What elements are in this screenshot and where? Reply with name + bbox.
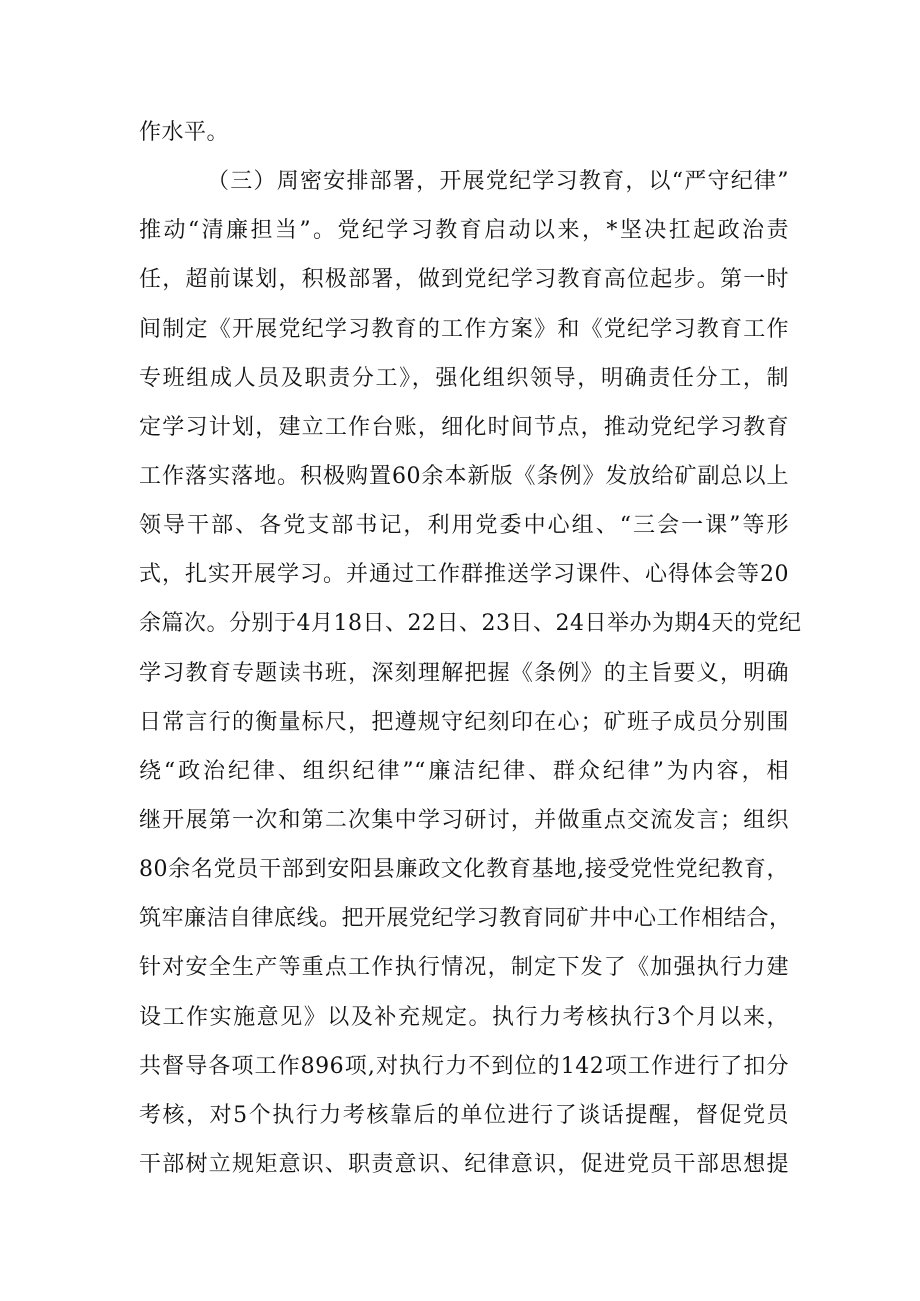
text-line: 工作落实落地。积极购置60余本新版《条例》发放给矿副总以上 — [139, 463, 789, 489]
text-line: 干部树立规矩意识、职责意识、纪律意识，促进党员干部思想提 — [139, 1151, 789, 1177]
text-line: 考核，对5个执行力考核靠后的单位进行了谈话提醒，督促党员 — [139, 1102, 789, 1128]
text-line: 式，扎实开展学习。并通过工作群推送学习课件、心得体会等20 — [139, 562, 789, 588]
text-line: 任，超前谋划，积极部署，做到党纪学习教育高位起步。第一时 — [139, 267, 789, 293]
text-line: 80余名党员干部到安阳县廉政文化教育基地,接受党性党纪教育， — [139, 857, 789, 883]
text-line: 绕“政治纪律、组织纪律”“廉洁纪律、群众纪律”为内容，相 — [139, 758, 789, 784]
text-line: 学习教育专题读书班，深刻理解把握《条例》的主旨要义，明确 — [139, 660, 789, 686]
text-line: 定学习计划，建立工作台账，细化时间节点，推动党纪学习教育 — [139, 414, 789, 440]
body-text — [139, 108, 802, 1189]
text-line: 设工作实施意见》以及补充规定。执行力考核执行3个月以来， — [139, 1004, 789, 1030]
text-line: 筑牢廉洁自律底线。把开展党纪学习教育同矿井中心工作相结合， — [139, 906, 792, 932]
text-line: 推动“清廉担当”。党纪学习教育启动以来，*坚决扛起政治责 — [139, 218, 789, 244]
section-heading-line: （三）周密安排部署，开展党纪学习教育，以“严守纪律” — [207, 169, 789, 195]
text-line: 继开展第一次和第二次集中学习研讨，并做重点交流发言；组织 — [139, 807, 789, 833]
text-line: 共督导各项工作896项,对执行力不到位的142项工作进行了扣分 — [139, 1053, 789, 1079]
text-line: 专班组成人员及职责分工》，强化组织领导，明确责任分工，制 — [139, 365, 789, 391]
text-line: 领导干部、各党支部书记，利用党委中心组、“三会一课”等形 — [139, 513, 789, 539]
text-line: 作水平。 — [139, 120, 230, 145]
text-line: 间制定《开展党纪学习教育的工作方案》和《党纪学习教育工作 — [139, 316, 789, 342]
text-line: 日常言行的衡量标尺，把遵规守纪刻印在心；矿班子成员分别围 — [139, 709, 789, 735]
text-line: 针对安全生产等重点工作执行情况，制定下发了《加强执行力建 — [139, 955, 789, 981]
text-line: 余篇次。分别于4月18日、22日、23日、24日举办为期4天的党纪 — [139, 611, 802, 637]
